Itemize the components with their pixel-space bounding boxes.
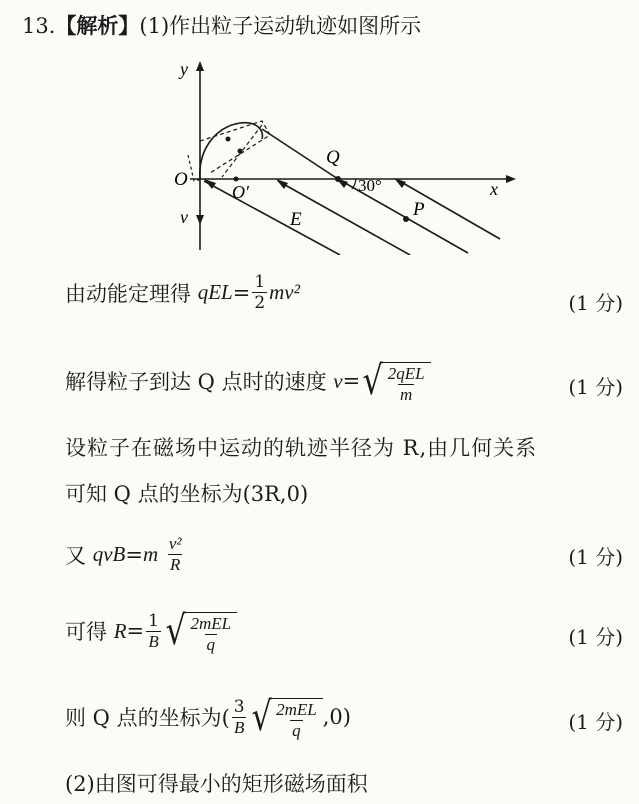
y-axis-arrow: [196, 61, 204, 71]
l1-den: 2: [254, 293, 266, 313]
equation-line-5: [65, 534, 185, 575]
l2-text: 解得粒子到达 Q 点时的速度: [65, 370, 327, 394]
trajectory-arc: [200, 123, 263, 179]
l2-eq: =: [342, 369, 361, 393]
l2-den: m: [399, 385, 413, 404]
l1-lhs: qEL: [197, 280, 233, 304]
score-4: (1 分): [568, 625, 623, 649]
trajectory-diagram: [160, 55, 520, 255]
text-line-8: (2)由图可得最小的矩形磁场面积: [65, 772, 368, 796]
score-5: (1 分): [568, 710, 623, 734]
e-label: E: [290, 209, 302, 230]
field-arrow-2: [276, 179, 288, 189]
analysis-tag: 【解析】: [55, 13, 140, 38]
score-1: (1 分): [568, 291, 623, 315]
l1-rhs: mv²: [269, 280, 300, 304]
equation-line-2: [65, 356, 431, 406]
header-text: (1)作出粒子运动轨迹如图所示: [139, 14, 422, 38]
l7-sqrt: √ $\frac{\text{2mEL}}{q}$: [249, 692, 323, 742]
l6-eq: =: [126, 619, 145, 643]
l5-text: 又: [65, 543, 86, 568]
l7-rden: q: [292, 721, 301, 740]
l6-num: 1: [148, 610, 159, 631]
q-label: Q: [326, 147, 340, 168]
p-dot: [403, 216, 409, 222]
equation-line-1: [65, 272, 300, 313]
l7-tail: ,0): [322, 705, 351, 729]
l1-text: 由动能定理得: [65, 281, 191, 306]
l7-frac: [232, 697, 247, 738]
equation-line-6: [65, 606, 237, 656]
l5-frac: [167, 534, 184, 575]
o-prime-label: O′: [232, 182, 249, 202]
l1-eq: =: [232, 280, 251, 305]
equation-line-7: [65, 692, 351, 742]
l5-eq: =: [125, 542, 143, 567]
l7-text: 则 Q 点的坐标为(: [65, 706, 230, 730]
l6-lhs: R: [113, 618, 127, 643]
center-dot-2: [238, 149, 243, 154]
field-arrow-1: [204, 179, 216, 189]
l6-rnum: 2mEL: [190, 614, 232, 633]
l6-frac: [146, 611, 161, 652]
origin-label: O: [174, 169, 188, 190]
l7-den: B: [233, 717, 245, 737]
v-arrow: [196, 215, 204, 225]
l2-num: 2qEL: [387, 364, 425, 383]
x-label: x: [490, 179, 498, 199]
l6-text: 可得: [65, 620, 107, 644]
angle-label: 30°: [358, 176, 382, 195]
problem-header: [22, 10, 421, 40]
l6-sqrt: √ $\frac{\text{2mEL}}{q}$: [163, 606, 237, 656]
l2-lhs: v: [333, 368, 343, 393]
field-line-1: [204, 181, 340, 255]
l5-den: R: [169, 555, 181, 574]
v-label: v: [180, 207, 188, 227]
l6-rden: q: [206, 635, 216, 654]
y-label: y: [180, 59, 188, 79]
l2-sqrt: √ $\frac{\text{2qEL}}{m}$: [360, 356, 430, 406]
l7-rnum: 2mEL: [276, 700, 317, 719]
l1-num: 1: [254, 272, 266, 292]
field-line-4: [396, 179, 500, 239]
text-line-3: 设粒子在磁场中运动的轨迹半径为 R,由几何关系: [65, 436, 538, 460]
l5-m: m: [142, 542, 159, 566]
o-prime-dot: [234, 177, 239, 182]
l7-num: 3: [233, 696, 245, 717]
score-2: (1 分): [568, 375, 623, 399]
center-dot-1: [226, 137, 231, 142]
x-axis-arrow: [506, 175, 516, 183]
text-line-4: 可知 Q 点的坐标为(3R,0): [65, 482, 309, 506]
p-label: P: [413, 199, 425, 220]
l6-den: B: [148, 631, 159, 651]
score-3: (1 分): [568, 545, 623, 569]
l5-num: v²: [168, 534, 182, 553]
l5-lhs: qvB: [92, 542, 126, 566]
l1-frac: [252, 272, 267, 313]
problem-number: 13.: [22, 14, 56, 38]
